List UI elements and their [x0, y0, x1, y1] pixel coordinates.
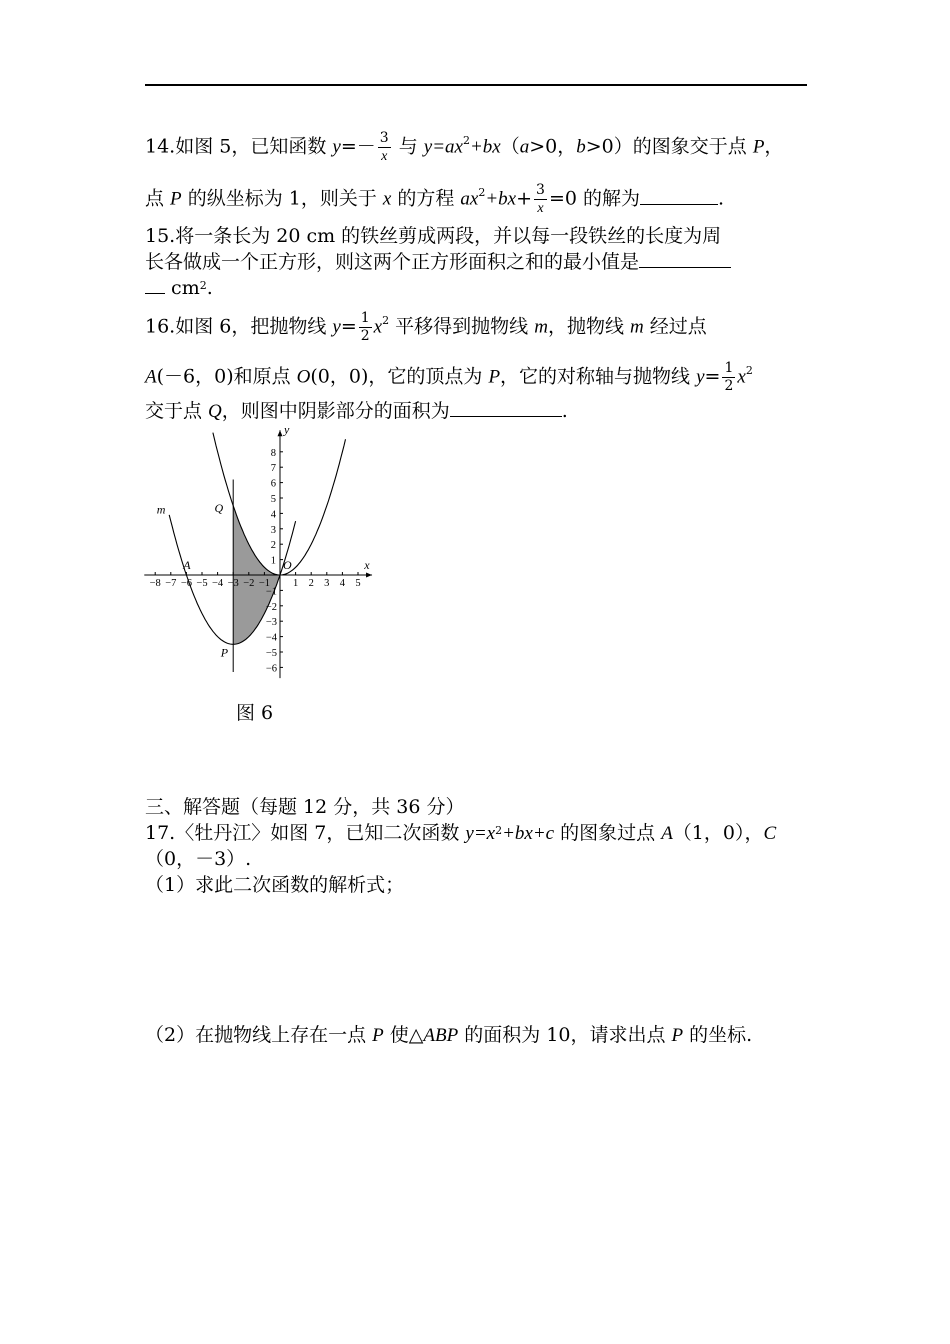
x-tick-label: −7 [165, 578, 177, 589]
q16-text: 16.如图 6，把抛物线 [145, 315, 333, 338]
eq: +bx [485, 188, 517, 210]
x-tick-label: −1 [258, 578, 270, 589]
q16-text: (0，0)，它的顶点为 [310, 365, 489, 388]
var-y: y [332, 136, 341, 158]
eq: y=ax [423, 136, 463, 158]
q14-text: >0）的图象交于点 [585, 135, 753, 158]
point-labels [157, 422, 370, 659]
q17-text: （1，0）， [672, 822, 764, 844]
x-tick-label: 4 [339, 578, 346, 589]
q16-text: (－6，0)和原点 [156, 365, 297, 388]
var-x: x [737, 366, 746, 388]
y-tick-label: −6 [265, 663, 277, 675]
eq: +bx+c [502, 823, 555, 844]
q15-line3 [145, 275, 213, 301]
q16-text: = [704, 365, 721, 388]
x-tick-label: −8 [149, 578, 161, 589]
frac-den: x [537, 201, 544, 216]
answer-blank[interactable] [145, 275, 165, 294]
q17-text: 使△ [383, 1024, 424, 1046]
q14-text: . [718, 187, 725, 210]
x-tick-label: 2 [308, 578, 314, 589]
q14-text: 的纵坐标为 1，则关于 [181, 187, 383, 210]
sup: 2 [382, 314, 390, 327]
x-tick-label: −5 [196, 578, 208, 589]
sup: 2 [462, 134, 470, 147]
frac-num: 3 [536, 182, 545, 198]
y-tick-label: −3 [265, 617, 277, 629]
q16-line1 [145, 310, 707, 345]
section-title: 三、解答题（每题 12 分，共 36 分） [145, 796, 465, 818]
var-P: P [752, 136, 765, 158]
q17-text: 的面积为 10，请求出点 [458, 1024, 672, 1046]
curves [169, 433, 345, 675]
y-tick-label: 5 [270, 494, 276, 505]
frac-num: 1 [360, 310, 370, 326]
var-m: m [629, 316, 644, 338]
q17-line1 [145, 820, 776, 847]
sup: 2 [745, 364, 753, 377]
eq: ax [460, 188, 479, 210]
var-y: y [696, 366, 705, 388]
x-tick-label: 3 [324, 578, 330, 589]
q17-text: （2）在抛物线上存在一点 [145, 1024, 373, 1046]
frac-den: 2 [724, 378, 734, 394]
var-x: x [382, 188, 392, 210]
var-A: A [661, 823, 673, 844]
q17-text: 的坐标. [683, 1024, 753, 1046]
var-y: y [332, 316, 341, 338]
q14-text: 点 [145, 187, 171, 210]
answer-blank[interactable] [640, 186, 718, 205]
q14-text: =0 的解为 [548, 187, 641, 210]
y-tick-label: 8 [270, 447, 276, 459]
x-axis-arrow [366, 573, 372, 578]
y-tick-label: −1 [265, 586, 277, 598]
label-O: O [283, 557, 292, 572]
var-a: a [519, 136, 530, 158]
y-tick-label: 4 [270, 509, 276, 521]
eq: +bx [469, 136, 501, 158]
var-C: C [763, 823, 777, 844]
var-P: P [170, 188, 182, 210]
y-tick-label: 6 [270, 478, 276, 490]
x-tick-label: 1 [292, 578, 299, 589]
figure-caption: 图 6 [236, 702, 274, 724]
eq: y=x [465, 823, 496, 844]
q16-text: 平移得到抛物线 [389, 315, 535, 338]
var-P: P [372, 1025, 384, 1046]
q14-line2 [145, 182, 724, 217]
x-tick-label: 5 [355, 578, 361, 589]
fraction-1-over-2 [722, 360, 735, 395]
var-b: b [576, 136, 586, 158]
fraction-3-over-x [534, 182, 547, 217]
label-P: P [220, 645, 229, 660]
y-tick-label: −2 [265, 601, 277, 613]
y-tick-label: 1 [270, 555, 276, 567]
q17-part1: （1）求此二次函数的解析式； [145, 874, 405, 896]
var-A: A [145, 366, 157, 388]
q14-text: ， [764, 135, 784, 158]
x-tick-label: −4 [212, 578, 224, 589]
q14-line1 [145, 130, 783, 165]
var-P: P [488, 366, 501, 388]
x-axis-label: x [364, 558, 370, 572]
q17-text: 17.〈牡丹江〉如图 7，已知二次函数 [145, 822, 466, 844]
q14-text: 14.如图 5，已知函数 [145, 135, 333, 158]
figure-6-parabola-graph [140, 418, 380, 688]
y-tick-label: 3 [270, 524, 276, 536]
q14-text: 的方程 [391, 187, 461, 210]
fraction-1-over-2 [359, 310, 372, 345]
answer-blank[interactable] [450, 398, 562, 417]
q16-text: 交于点 [145, 400, 209, 422]
x-tick-label: −2 [243, 578, 255, 589]
sup: 2 [199, 279, 207, 292]
q16-text: = [340, 315, 357, 338]
q14-text: =－ [340, 135, 376, 158]
x-tick-label: −6 [180, 578, 192, 589]
frac-den: x [381, 149, 388, 164]
unit: cm [171, 277, 200, 299]
x-tick-label: −3 [227, 578, 239, 589]
q14-text: （ [500, 135, 520, 158]
q15-line2 [145, 249, 731, 275]
label-m: m [156, 502, 166, 517]
var-Q: Q [208, 401, 222, 422]
q15-text: . [206, 277, 213, 299]
var-m: m [534, 316, 548, 338]
y-axis-label: y [284, 422, 290, 437]
label-A: A [183, 557, 191, 572]
q15-text: 长各做成一个正方形，则这两个正方形面积之和的最小值是 [145, 251, 640, 273]
y-tick-label: 2 [270, 540, 276, 552]
q17-part2 [145, 1022, 752, 1049]
q16-text: ，它的对称轴与抛物线 [500, 365, 697, 388]
q17-line2: （0，－3）. [145, 848, 252, 870]
y-tick-label: −4 [265, 632, 277, 644]
var-P: P [671, 1025, 684, 1046]
label-Q: Q [214, 500, 224, 515]
q14-text: >0， [529, 135, 577, 158]
sup: 2 [478, 186, 486, 199]
q15-line1: 15.将一条长为 20 cm 的铁丝剪成两段，并以每一段铁丝的长度为周 [145, 225, 722, 247]
q14-text: 与 [392, 135, 424, 158]
sup: 2 [495, 824, 503, 837]
q16-text: 经过点 [643, 315, 707, 338]
fraction-3-over-x [378, 130, 391, 165]
frac-den: 2 [360, 328, 370, 344]
y-tick-label: 7 [270, 463, 276, 475]
q14-text: + [516, 187, 533, 210]
answer-blank[interactable] [639, 249, 731, 268]
top-rule [145, 84, 807, 86]
var-x: x [373, 316, 383, 338]
var-ABP: ABP [423, 1025, 459, 1046]
q16-text: . [561, 400, 568, 422]
var-O: O [296, 366, 311, 388]
y-axis-arrow [278, 430, 283, 436]
q16-line2 [145, 360, 753, 395]
y-tick-label: −5 [265, 648, 277, 659]
frac-num: 1 [724, 360, 734, 376]
q16-text: ，则图中阴影部分的面积为 [221, 400, 450, 422]
q16-text: ，抛物线 [547, 315, 630, 338]
frac-num: 3 [379, 130, 389, 146]
q17-text: 的图象过点 [554, 822, 662, 844]
